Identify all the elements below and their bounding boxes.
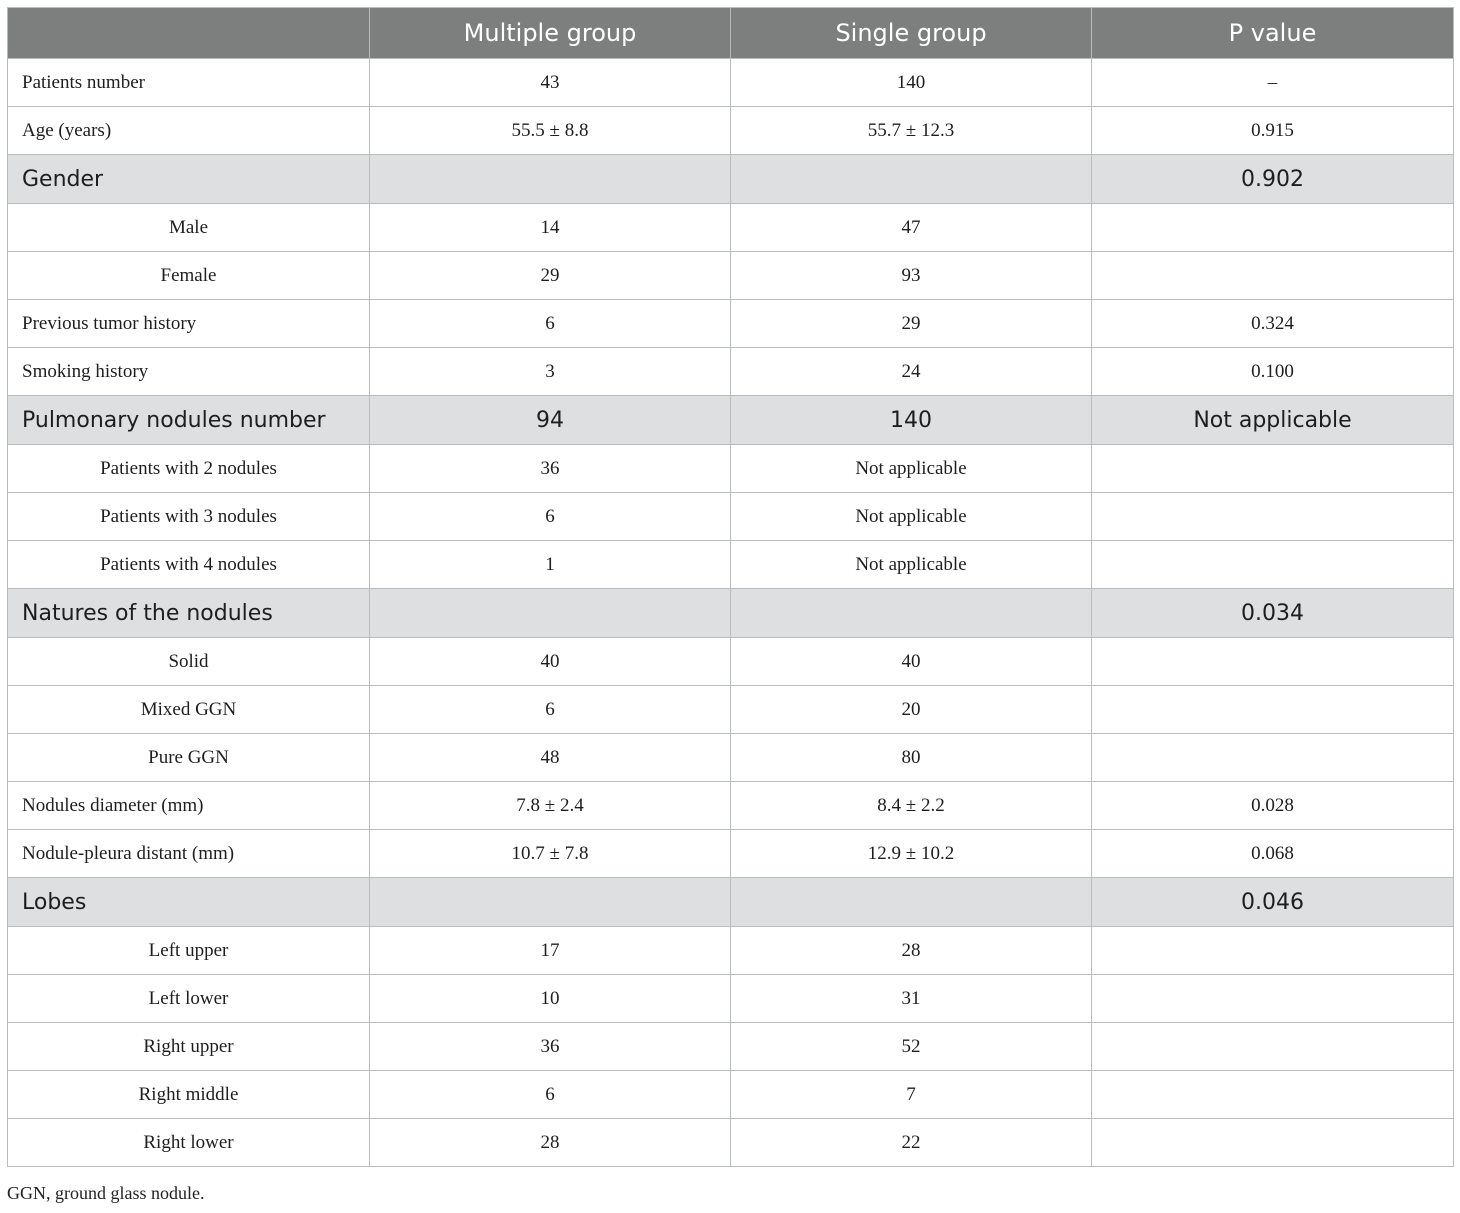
single-group-cell: 140 bbox=[731, 396, 1092, 445]
label-cell: Age (years) bbox=[8, 107, 370, 155]
p-value-cell: 0.034 bbox=[1092, 589, 1454, 638]
multiple-group-cell: 48 bbox=[370, 734, 731, 782]
multiple-group-cell: 36 bbox=[370, 1023, 731, 1071]
single-group-cell: 31 bbox=[731, 975, 1092, 1023]
single-group-cell: 8.4 ± 2.2 bbox=[731, 782, 1092, 830]
multiple-group-cell: 10.7 ± 7.8 bbox=[370, 830, 731, 878]
table-header-row bbox=[8, 8, 1454, 59]
label-cell: Left upper bbox=[8, 927, 370, 975]
label-cell: Patients with 4 nodules bbox=[8, 541, 370, 589]
label-cell: Right middle bbox=[8, 1071, 370, 1119]
table-row bbox=[8, 445, 1454, 493]
single-group-cell: Not applicable bbox=[731, 541, 1092, 589]
p-value-cell: 0.068 bbox=[1092, 830, 1454, 878]
label-cell: Gender bbox=[8, 155, 370, 204]
multiple-group-cell: 55.5 ± 8.8 bbox=[370, 107, 731, 155]
header-cell-p-value: P value bbox=[1092, 8, 1454, 59]
single-group-cell bbox=[731, 589, 1092, 638]
table-row bbox=[8, 107, 1454, 155]
section-row bbox=[8, 155, 1454, 204]
single-group-cell: 7 bbox=[731, 1071, 1092, 1119]
header-cell-multiple-group: Multiple group bbox=[370, 8, 731, 59]
single-group-cell: 22 bbox=[731, 1119, 1092, 1167]
multiple-group-cell bbox=[370, 155, 731, 204]
label-cell: Right lower bbox=[8, 1119, 370, 1167]
table-row bbox=[8, 927, 1454, 975]
table-row bbox=[8, 975, 1454, 1023]
single-group-cell: 29 bbox=[731, 300, 1092, 348]
multiple-group-cell: 43 bbox=[370, 59, 731, 107]
multiple-group-cell: 7.8 ± 2.4 bbox=[370, 782, 731, 830]
multiple-group-cell: 6 bbox=[370, 300, 731, 348]
p-value-cell bbox=[1092, 204, 1454, 252]
table-row bbox=[8, 638, 1454, 686]
single-group-cell: 12.9 ± 10.2 bbox=[731, 830, 1092, 878]
table-row bbox=[8, 252, 1454, 300]
label-cell: Patients with 2 nodules bbox=[8, 445, 370, 493]
multiple-group-cell: 6 bbox=[370, 1071, 731, 1119]
p-value-cell: 0.324 bbox=[1092, 300, 1454, 348]
p-value-cell: – bbox=[1092, 59, 1454, 107]
p-value-cell: 0.915 bbox=[1092, 107, 1454, 155]
single-group-cell: 52 bbox=[731, 1023, 1092, 1071]
table-row bbox=[8, 782, 1454, 830]
header-cell-blank bbox=[8, 8, 370, 59]
patient-characteristics-table bbox=[7, 7, 1454, 1167]
multiple-group-cell: 40 bbox=[370, 638, 731, 686]
multiple-group-cell: 28 bbox=[370, 1119, 731, 1167]
multiple-group-cell: 10 bbox=[370, 975, 731, 1023]
single-group-cell: Not applicable bbox=[731, 445, 1092, 493]
single-group-cell: 47 bbox=[731, 204, 1092, 252]
label-cell: Nodules diameter (mm) bbox=[8, 782, 370, 830]
multiple-group-cell bbox=[370, 878, 731, 927]
single-group-cell: 20 bbox=[731, 686, 1092, 734]
label-cell: Right upper bbox=[8, 1023, 370, 1071]
label-cell: Patients with 3 nodules bbox=[8, 493, 370, 541]
multiple-group-cell: 29 bbox=[370, 252, 731, 300]
label-cell: Mixed GGN bbox=[8, 686, 370, 734]
label-cell: Pure GGN bbox=[8, 734, 370, 782]
multiple-group-cell bbox=[370, 589, 731, 638]
table-row bbox=[8, 300, 1454, 348]
label-cell: Pulmonary nodules number bbox=[8, 396, 370, 445]
p-value-cell: 0.902 bbox=[1092, 155, 1454, 204]
p-value-cell: Not applicable bbox=[1092, 396, 1454, 445]
header-cell-single-group: Single group bbox=[731, 8, 1092, 59]
p-value-cell: 0.046 bbox=[1092, 878, 1454, 927]
multiple-group-cell: 36 bbox=[370, 445, 731, 493]
table-body bbox=[8, 59, 1454, 1167]
p-value-cell bbox=[1092, 252, 1454, 300]
section-row bbox=[8, 396, 1454, 445]
multiple-group-cell: 1 bbox=[370, 541, 731, 589]
label-cell: Left lower bbox=[8, 975, 370, 1023]
single-group-cell: Not applicable bbox=[731, 493, 1092, 541]
p-value-cell bbox=[1092, 638, 1454, 686]
multiple-group-cell: 3 bbox=[370, 348, 731, 396]
p-value-cell bbox=[1092, 686, 1454, 734]
p-value-cell: 0.028 bbox=[1092, 782, 1454, 830]
p-value-cell bbox=[1092, 1119, 1454, 1167]
p-value-cell: 0.100 bbox=[1092, 348, 1454, 396]
table-row bbox=[8, 59, 1454, 107]
single-group-cell bbox=[731, 878, 1092, 927]
label-cell: Natures of the nodules bbox=[8, 589, 370, 638]
multiple-group-cell: 6 bbox=[370, 686, 731, 734]
table-row bbox=[8, 1023, 1454, 1071]
label-cell: Solid bbox=[8, 638, 370, 686]
p-value-cell bbox=[1092, 927, 1454, 975]
label-cell: Patients number bbox=[8, 59, 370, 107]
label-cell: Female bbox=[8, 252, 370, 300]
multiple-group-cell: 6 bbox=[370, 493, 731, 541]
p-value-cell bbox=[1092, 975, 1454, 1023]
single-group-cell: 40 bbox=[731, 638, 1092, 686]
single-group-cell: 93 bbox=[731, 252, 1092, 300]
p-value-cell bbox=[1092, 734, 1454, 782]
data-table-container bbox=[7, 7, 1453, 1167]
table-row bbox=[8, 830, 1454, 878]
single-group-cell: 55.7 ± 12.3 bbox=[731, 107, 1092, 155]
single-group-cell: 24 bbox=[731, 348, 1092, 396]
label-cell: Smoking history bbox=[8, 348, 370, 396]
table-row bbox=[8, 348, 1454, 396]
multiple-group-cell: 14 bbox=[370, 204, 731, 252]
p-value-cell bbox=[1092, 493, 1454, 541]
label-cell: Male bbox=[8, 204, 370, 252]
label-cell: Previous tumor history bbox=[8, 300, 370, 348]
p-value-cell bbox=[1092, 1071, 1454, 1119]
section-row bbox=[8, 878, 1454, 927]
label-cell: Nodule-pleura distant (mm) bbox=[8, 830, 370, 878]
table-row bbox=[8, 1119, 1454, 1167]
single-group-cell: 80 bbox=[731, 734, 1092, 782]
multiple-group-cell: 17 bbox=[370, 927, 731, 975]
table-row bbox=[8, 541, 1454, 589]
table-row bbox=[8, 686, 1454, 734]
multiple-group-cell: 94 bbox=[370, 396, 731, 445]
label-cell: Lobes bbox=[8, 878, 370, 927]
table-row bbox=[8, 204, 1454, 252]
p-value-cell bbox=[1092, 445, 1454, 493]
section-row bbox=[8, 589, 1454, 638]
p-value-cell bbox=[1092, 1023, 1454, 1071]
single-group-cell bbox=[731, 155, 1092, 204]
single-group-cell: 140 bbox=[731, 59, 1092, 107]
table-row bbox=[8, 1071, 1454, 1119]
single-group-cell: 28 bbox=[731, 927, 1092, 975]
table-footnote: GGN, ground glass nodule. bbox=[7, 1183, 205, 1203]
p-value-cell bbox=[1092, 541, 1454, 589]
table-row bbox=[8, 734, 1454, 782]
table-row bbox=[8, 493, 1454, 541]
